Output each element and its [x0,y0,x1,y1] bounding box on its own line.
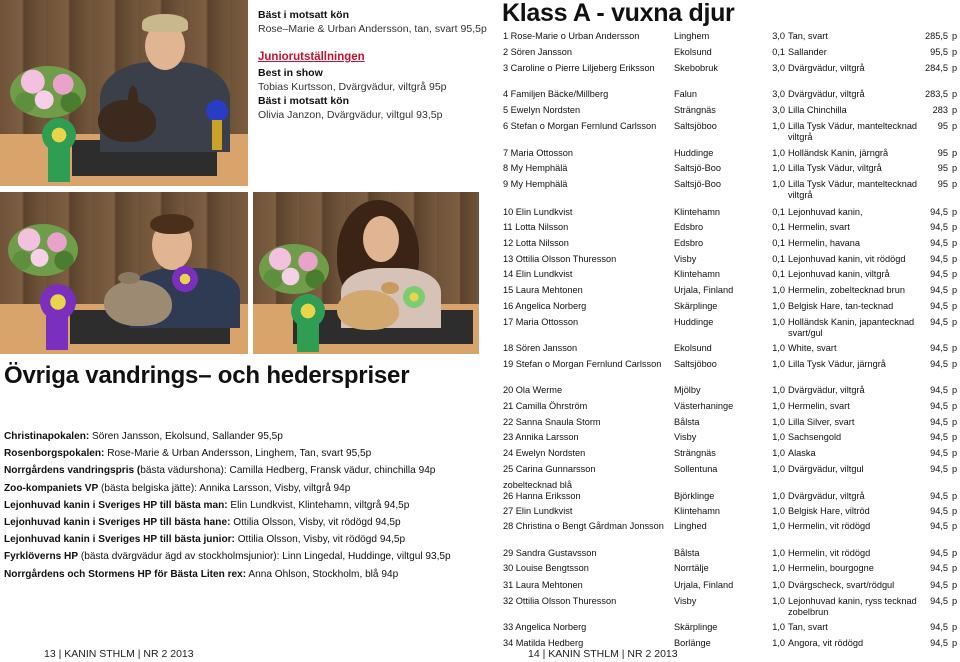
cell-place: Skärplinge [674,622,718,632]
cell-place: Skärplinge [674,301,718,311]
cell-place: Strängnäs [674,105,716,115]
cell-points: 94,5 [930,521,948,531]
photo-best-in-show [0,0,248,186]
caption-text: Olivia Janzon, Dvärgvädur, viltgul 93,5p [258,109,443,121]
cell-p: p [952,301,958,311]
cell-points: 95 [937,148,948,158]
cell-p: p [952,359,958,369]
page-title: Klass A - vuxna djur [502,0,735,27]
cell-score: 1,0 [772,491,785,501]
cell-p: p [952,31,958,41]
cell-score: 1,0 [772,163,785,173]
cell-place: Linghed [674,521,707,531]
cell-score: 0,1 [772,269,785,279]
cell-name: 10 Elin Lundkvist [503,207,573,217]
cell-breed: Tan, svart [788,31,828,41]
cell-place: Klintehamn [674,269,720,279]
cell-score: 1,0 [772,179,785,189]
prize-line [4,548,484,565]
prize-line [4,531,484,548]
cell-breed: Belgisk Hare, tan-tecknad [788,301,894,311]
prize-winner: Ottilia Olsson, Visby, vit rödögd 94,5p [230,517,401,529]
cell-score: 3,0 [772,105,785,115]
caption-heading: Bäst i motsatt kön [258,9,350,21]
cell-name: 3 Caroline o Pierre Liljeberg Eriksson [503,63,655,73]
cell-score: 1,0 [772,448,785,458]
prize-list [4,428,484,583]
cell-p: p [952,179,958,189]
cell-breed: Dvärgvädur, viltgul [788,464,864,474]
cell-breed: Alaska [788,448,816,458]
page-footer-left: 13 | KANIN STHLM | NR 2 2013 [44,648,194,660]
cell-points: 94,5 [930,448,948,458]
cell-score: 1,0 [772,432,785,442]
cell-score: 1,0 [772,506,785,516]
cell-points: 94,5 [930,622,948,632]
show-caption [258,8,498,122]
cell-score: 3,0 [772,89,785,99]
cell-name: 9 My Hemphälä [503,179,568,189]
page-footer-right: 14 | KANIN STHLM | NR 2 2013 [528,648,678,660]
cell-breed: Belgisk Hare, viltröd [788,506,870,516]
cell-place: Sollentuna [674,464,718,474]
cell-p: p [952,638,958,648]
cell-name: 23 Annika Larsson [503,432,579,442]
cell-place: Klintehamn [674,506,720,516]
cell-p: p [952,269,958,279]
cell-place: Linghem [674,31,710,41]
cell-name: 17 Maria Ottosson [503,317,579,327]
cell-p: p [952,254,958,264]
cell-p: p [952,285,958,295]
cell-name: 7 Maria Ottosson [503,148,573,158]
cell-points: 94,5 [930,464,948,474]
caption-text: Tobias Kurtsson, Dvärgvädur, viltgrå 95p [258,81,447,93]
prize-line [4,428,484,445]
cell-score: 1,0 [772,359,785,369]
cell-place: Bålsta [674,548,700,558]
prize-winner: Rose-Marie & Urban Andersson, Linghem, Tan, svart 95,5p [104,448,372,460]
cell-points: 94,5 [930,432,948,442]
cell-points: 94,5 [930,491,948,501]
cell-breed: Hermelin, havana [788,238,861,248]
prize-subtitle: bästa vädurshona): [140,465,227,477]
cell-place: Saltsjöboo [674,359,717,369]
cell-place: Urjala, Finland [674,285,734,295]
cell-p: p [952,105,958,115]
cell-points: 94,5 [930,506,948,516]
cell-name: 6 Stefan o Morgan Fernlund Carlsson [503,121,657,131]
cell-p: p [952,563,958,573]
cell-points: 94,5 [930,385,948,395]
cell-name: zobeltecknad blå [503,480,572,490]
prize-label: Lejonhuvad kanin i Sveriges HP till bästa hane: [4,517,231,529]
cell-breed: Hermelin, vit rödögd [788,548,871,558]
cell-points: 94,5 [930,254,948,264]
cell-points: 94,5 [930,285,948,295]
cell-points: 94,5 [930,238,948,248]
cell-p: p [952,401,958,411]
caption-text: Rose–Marie & Urban Andersson, tan, svart 95,5p [258,23,487,35]
cell-points: 95 [937,179,948,189]
cell-place: Visby [674,596,697,606]
cell-name: 11 Lotta Nilsson [503,222,569,232]
cell-points: 95,5 [930,47,948,57]
cell-p: p [952,47,958,57]
cell-score: 1,0 [772,343,785,353]
cell-score: 1,0 [772,622,785,632]
section-title: Övriga vandrings– och hederspriser [4,362,410,389]
cell-breed: Hermelin, svart [788,222,850,232]
cell-score: 1,0 [772,563,785,573]
cell-name: 2 Sören Jansson [503,47,572,57]
cell-breed: Lilla Chinchilla [788,105,847,115]
cell-breed: Lilla Tysk Vädur, viltgrå [788,163,882,173]
cell-score: 1,0 [772,548,785,558]
cell-p: p [952,417,958,427]
cell-breed: Dvärgvädur, viltgrå [788,491,865,501]
cell-p: p [952,521,958,531]
cell-p: p [952,238,958,248]
cell-p: p [952,121,958,131]
cell-breed: Lejonhuvad kanin, viltgrå [788,269,890,279]
cell-name: 18 Sören Jansson [503,343,578,353]
cell-points: 94,5 [930,401,948,411]
cell-points: 95 [937,163,948,173]
cell-name: 22 Sanna Snaula Storm [503,417,601,427]
prize-label: Zoo-kompaniets VP [4,482,99,494]
cell-place: Norrtälje [674,563,709,573]
cell-breed: Holländsk Kanin, japantecknad svart/gul [788,317,915,338]
cell-name: 5 Ewelyn Nordsten [503,105,581,115]
cell-name: 16 Angelica Norberg [503,301,587,311]
cell-breed: Hermelin, bourgogne [788,563,874,573]
cell-points: 283,5 [925,89,948,99]
cell-place: Borlänge [674,638,711,648]
cell-score: 0,1 [772,222,785,232]
cell-p: p [952,432,958,442]
cell-name: 14 Elin Lundkvist [503,269,573,279]
cell-points: 94,5 [930,207,948,217]
cell-points: 285,5 [925,31,948,41]
cell-place: Huddinge [674,148,714,158]
cell-p: p [952,207,958,217]
cell-place: Västerhaninge [674,401,734,411]
cell-name: 28 Christina o Bengt Gårdman Jonsson [503,521,664,531]
cell-score: 3,0 [772,63,785,73]
cell-p: p [952,148,958,158]
cell-breed: Lilla Tysk Vädur, manteltecknad viltgrå [788,121,918,142]
caption-heading: Bäst i motsatt kön [258,95,350,107]
cell-place: Bålsta [674,417,700,427]
cell-name: 1 Rose-Marie o Urban Andersson [503,31,640,41]
cell-breed: White, svart [788,343,837,353]
cell-score: 1,0 [772,596,785,606]
prize-winner: Linn Lingedal, Huddinge, viltgul 93,5p [279,551,451,563]
cell-name: 33 Angelica Norberg [503,622,587,632]
cell-place: Klintehamn [674,207,720,217]
cell-points: 94,5 [930,317,948,327]
cell-breed: Dvärgvädur, viltgrå [788,63,865,73]
photo-junior-girl [253,192,479,354]
cell-place: Björklinge [674,491,715,501]
cell-score: 3,0 [772,31,785,41]
cell-name: 26 Hanna Eriksson [503,491,581,501]
cell-breed: Angora, vit rödögd [788,638,864,648]
cell-name: 30 Louise Bengtsson [503,563,589,573]
cell-p: p [952,317,958,327]
prize-label: Christinapokalen: [4,431,90,442]
cell-place: Edsbro [674,222,704,232]
cell-p: p [952,506,958,516]
cell-place: Huddinge [674,317,714,327]
cell-breed: Hermelin, zobeltecknad brun [788,285,905,295]
cell-score: 0,1 [772,47,785,57]
cell-p: p [952,385,958,395]
cell-name: 25 Carina Gunnarsson [503,464,596,474]
cell-place: Edsbro [674,238,704,248]
cell-place: Saltsjö-Boo [674,163,721,173]
cell-points: 94,5 [930,596,948,606]
cell-score: 1,0 [772,464,785,474]
cell-p: p [952,448,958,458]
prize-line [4,480,484,497]
cell-score: 1,0 [772,580,785,590]
cell-breed: Lilla Tysk Vädur, manteltecknad viltgrå [788,179,918,200]
cell-place: Visby [674,432,697,442]
prize-label: Norrgårdens vandringspris ( [4,465,141,477]
cell-points: 94,5 [930,343,948,353]
cell-points: 94,5 [930,563,948,573]
cell-breed: Lejonhuvad kanin, vit rödögd [788,254,906,264]
cell-breed: Dvärgvädur, viltgrå [788,89,865,99]
prize-line [4,497,484,514]
prize-winner: Camilla Hedberg, Fransk vädur, chinchilla 94p [226,465,436,477]
cell-name: 24 Ewelyn Nordsten [503,448,586,458]
cell-score: 1,0 [772,401,785,411]
cell-score: 1,0 [772,638,785,648]
prize-label: Norrgårdens och Stormens HP för Bästa Liten rex: [4,568,247,580]
cell-place: Urjala, Finland [674,580,734,590]
prize-label: Rosenborgspokalen: [4,448,105,460]
cell-score: 1,0 [772,285,785,295]
prize-subtitle: (bästa dvärgvädur ägd av stockholmsjunior): [78,551,280,563]
cell-points: 94,5 [930,359,948,369]
cell-breed: Tan, svart [788,622,828,632]
prize-winner: Annika Larsson, Visby, viltgrå 94p [196,482,351,494]
prize-label: Lejonhuvad kanin i Sveriges HP till bästa man: [4,499,228,511]
cell-breed: Holländsk Kanin, järngrå [788,148,889,158]
cell-breed: Lejonhuvad kanin, [788,207,863,217]
cell-p: p [952,222,958,232]
prize-line [4,462,484,479]
cell-p: p [952,163,958,173]
cell-place: Skebobruk [674,63,718,73]
prize-label: Fyrklöverns HP [4,551,79,563]
prize-line [4,514,484,531]
cell-points: 284,5 [925,63,948,73]
cell-p: p [952,596,958,606]
cell-breed: Sachsengold [788,432,842,442]
cell-points: 94,5 [930,638,948,648]
caption-section-title: Juniorutställningen [258,51,365,63]
cell-name: 34 Matilda Hedberg [503,638,584,648]
cell-p: p [952,89,958,99]
cell-name: 21 Camilla Öhrström [503,401,588,411]
cell-score: 1,0 [772,301,785,311]
cell-points: 94,5 [930,580,948,590]
cell-breed: Dvärgscheck, svart/rödgul [788,580,895,590]
cell-place: Saltsjö-Boo [674,179,721,189]
cell-score: 0,1 [772,238,785,248]
cell-points: 94,5 [930,222,948,232]
cell-name: 29 Sandra Gustavsson [503,548,597,558]
cell-name: 31 Laura Mehtonen [503,580,583,590]
cell-name: 27 Elin Lundkvist [503,506,573,516]
cell-p: p [952,622,958,632]
prize-line [4,566,484,583]
cell-breed: Dvärgvädur, viltgrå [788,385,865,395]
cell-p: p [952,580,958,590]
cell-place: Ekolsund [674,343,712,353]
cell-breed: Sallander [788,47,827,57]
cell-name: 19 Stefan o Morgan Fernlund Carlsson [503,359,662,369]
cell-score: 0,1 [772,207,785,217]
prize-line [4,445,484,462]
cell-p: p [952,464,958,474]
cell-place: Visby [674,254,697,264]
cell-breed: Lilla Silver, svart [788,417,855,427]
cell-place: Saltsjöboo [674,121,717,131]
cell-name: 13 Ottilia Olsson Thuresson [503,254,617,264]
cell-score: 0,1 [772,254,785,264]
cell-breed: Lilla Tysk Vädur, järngrå [788,359,886,369]
cell-score: 1,0 [772,385,785,395]
cell-breed: Hermelin, vit rödögd [788,521,871,531]
cell-p: p [952,343,958,353]
cell-name: 20 Ola Werme [503,385,563,395]
cell-place: Strängnäs [674,448,716,458]
cell-breed: Hermelin, svart [788,401,850,411]
cell-points: 94,5 [930,301,948,311]
prize-label: Lejonhuvad kanin i Sveriges HP till bästa junior: [4,534,235,546]
prize-subtitle: (bästa belgiska jätte): [98,482,197,494]
cell-points: 94,5 [930,417,948,427]
cell-p: p [952,548,958,558]
cell-score: 1,0 [772,121,785,131]
cell-place: Ekolsund [674,47,712,57]
cell-score: 1,0 [772,317,785,327]
cell-points: 94,5 [930,548,948,558]
cell-name: 15 Laura Mehtonen [503,285,583,295]
cell-points: 95 [937,121,948,131]
cell-place: Mjölby [674,385,701,395]
photo-junior-boy [0,192,248,354]
cell-p: p [952,491,958,501]
prize-winner: Ottilia Olsson, Visby, vit rödögd 94,5p [234,534,406,546]
cell-points: 94,5 [930,269,948,279]
prize-winner: Elin Lundkvist, Klintehamn, viltgrå 94,5p [227,499,410,511]
cell-points: 283 [932,105,948,115]
cell-score: 1,0 [772,417,785,427]
cell-name: 8 My Hemphälä [503,163,568,173]
cell-p: p [952,63,958,73]
cell-score: 1,0 [772,148,785,158]
cell-score: 1,0 [772,521,785,531]
cell-name: 12 Lotta Nilsson [503,238,569,248]
prize-winner: Sören Jansson, Ekolsund, Sallander 95,5p [89,431,283,442]
cell-breed: Lejonhuvad kanin, ryss tecknad zobelbrun [788,596,917,617]
cell-place: Falun [674,89,697,99]
caption-heading: Best in show [258,67,323,79]
prize-winner: Anna Ohlson, Stockholm, blå 94p [246,568,399,580]
cell-name: 32 Ottilia Olsson Thuresson [503,596,617,606]
cell-name: 4 Familjen Bäcke/Millberg [503,89,609,99]
